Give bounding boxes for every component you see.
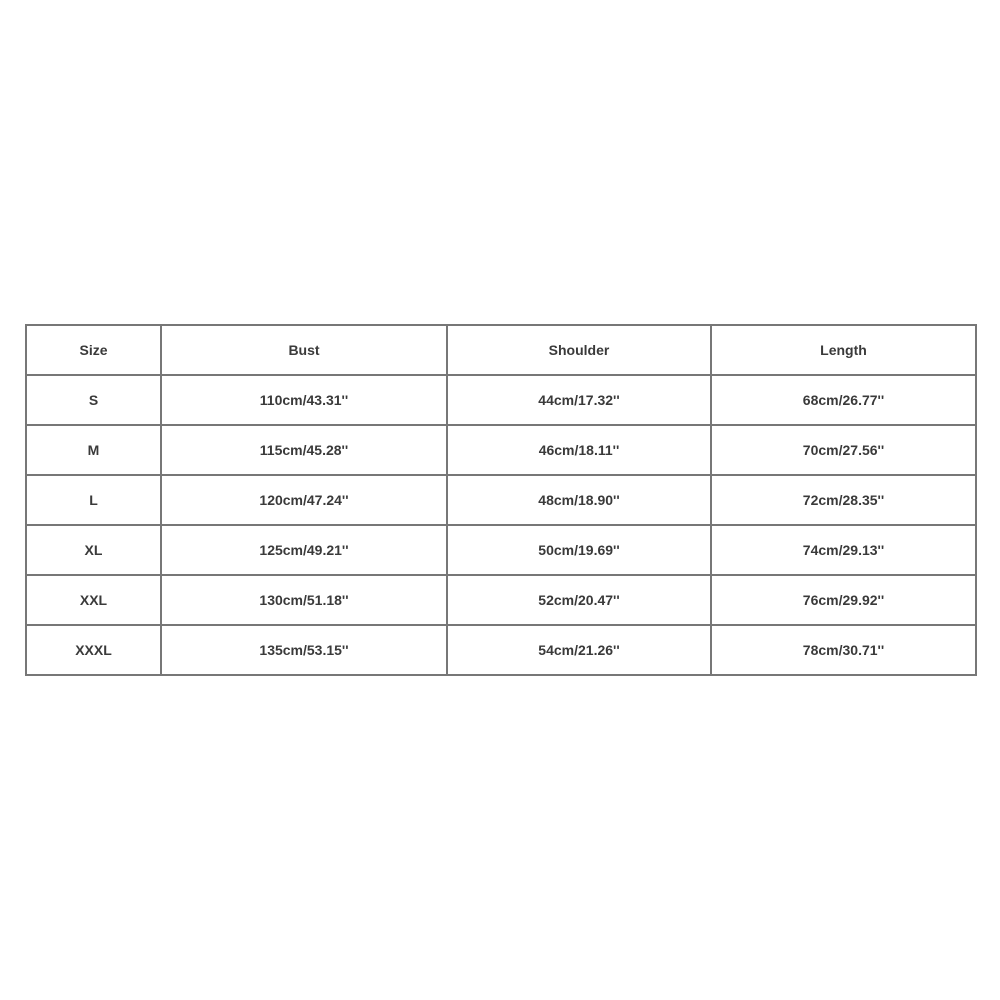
table-row (26, 575, 976, 625)
bust-cell: 130cm/51.18'' (161, 575, 447, 625)
length-cell: 78cm/30.71'' (711, 625, 976, 675)
size-cell: XXXL (26, 625, 161, 675)
size-cell: XL (26, 525, 161, 575)
size-chart-table (25, 324, 977, 676)
header-shoulder: Shoulder (447, 325, 711, 375)
header-row (26, 325, 976, 375)
shoulder-cell: 50cm/19.69'' (447, 525, 711, 575)
shoulder-cell: 48cm/18.90'' (447, 475, 711, 525)
length-cell: 68cm/26.77'' (711, 375, 976, 425)
shoulder-cell: 54cm/21.26'' (447, 625, 711, 675)
bust-cell: 120cm/47.24'' (161, 475, 447, 525)
length-cell: 70cm/27.56'' (711, 425, 976, 475)
header-bust: Bust (161, 325, 447, 375)
bust-cell: 110cm/43.31'' (161, 375, 447, 425)
bust-cell: 115cm/45.28'' (161, 425, 447, 475)
shoulder-cell: 44cm/17.32'' (447, 375, 711, 425)
table-row (26, 625, 976, 675)
table-row (26, 375, 976, 425)
length-cell: 76cm/29.92'' (711, 575, 976, 625)
header-size: Size (26, 325, 161, 375)
table-row (26, 525, 976, 575)
size-cell: XXL (26, 575, 161, 625)
bust-cell: 135cm/53.15'' (161, 625, 447, 675)
bust-cell: 125cm/49.21'' (161, 525, 447, 575)
header-length: Length (711, 325, 976, 375)
size-cell: M (26, 425, 161, 475)
shoulder-cell: 52cm/20.47'' (447, 575, 711, 625)
size-cell: L (26, 475, 161, 525)
size-cell: S (26, 375, 161, 425)
length-cell: 74cm/29.13'' (711, 525, 976, 575)
length-cell: 72cm/28.35'' (711, 475, 976, 525)
table-row (26, 425, 976, 475)
table-row (26, 475, 976, 525)
shoulder-cell: 46cm/18.11'' (447, 425, 711, 475)
